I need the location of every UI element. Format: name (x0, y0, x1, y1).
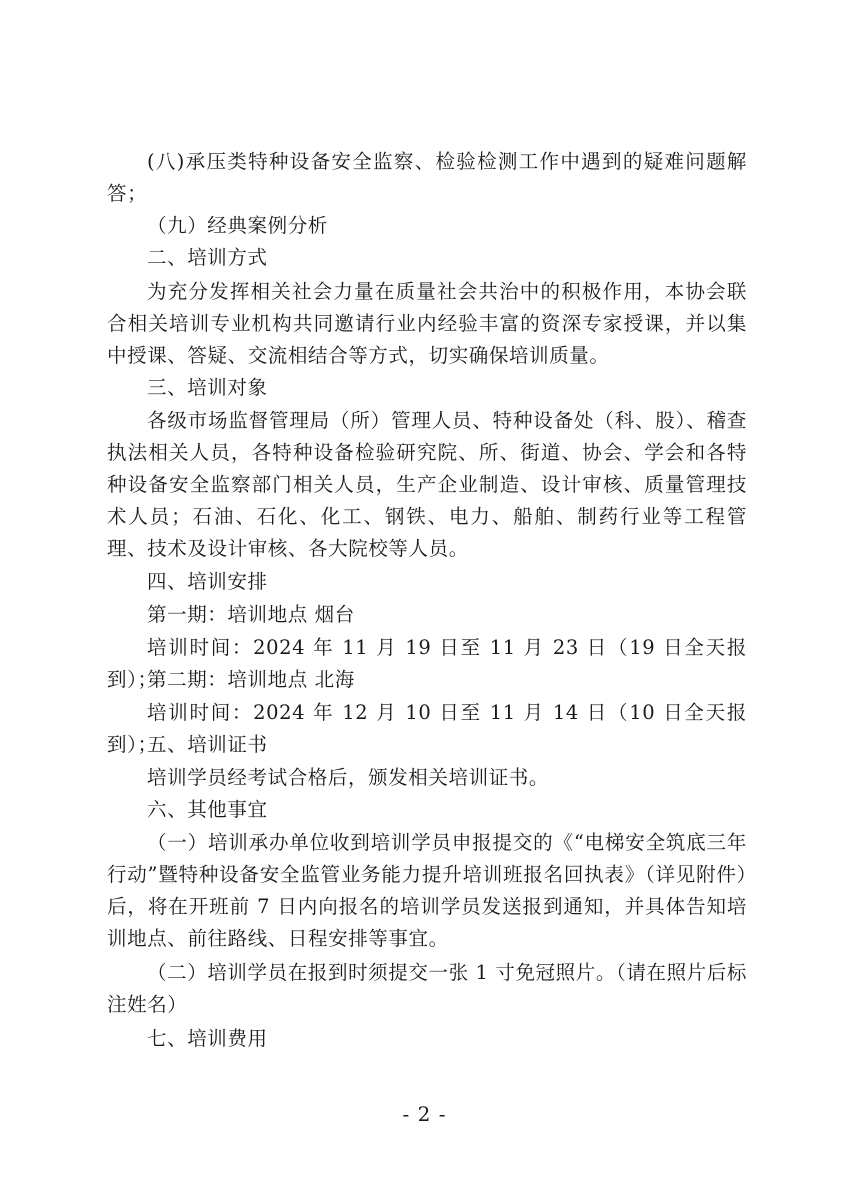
paragraph-item-9: （九）经典案例分析 (147, 214, 328, 237)
session-2-location: 第二期：培训地点 北海 (147, 668, 355, 691)
session-2-time: 培训时间：2024 年 12 月 10 日至 11 月 14 日（10 日全天报到）； (107, 701, 747, 756)
paragraph-other-matters-1: （一）培训承办单位收到培训学员申报提交的《“电梯安全筑底三年行动”暨特种设备安全监管业务能力提升培训班报名回执表》（详见附件）后，将在开班前 7 日内向报名的培训学员发送报到通知，并具体告知培训地点、前往路线、日程安排等事宜。 (107, 831, 747, 950)
session-1-time: 培训时间：2024 年 11 月 19 日至 11 月 23 日（19 日全天报到）； (107, 636, 747, 691)
paragraph-other-matters-2: （二）培训学员在报到时须提交一张 1 寸免冠照片。（请在照片后标注姓名） (107, 961, 747, 1016)
section-heading-training-method: 二、培训方式 (147, 246, 268, 269)
paragraph-training-target: 各级市场监督管理局（所）管理人员、特种设备处（科、股）、稽查执法相关人员，各特种设备检验研究院、所、街道、协会、学会和各特种设备安全监察部门相关人员，生产企业制造、设计审核、质量管理技术人员；石油、石化、化工、钢铁、电力、船舶、制药行业等工程管理、技术及设计审核、各大院校等人员。 (107, 409, 747, 560)
section-heading-certificate: 五、培训证书 (147, 733, 268, 756)
section-heading-other-matters: 六、其他事宜 (147, 798, 268, 821)
section-heading-training-target: 三、培训对象 (147, 376, 268, 399)
section-heading-training-arrangement: 四、培训安排 (147, 570, 268, 593)
paragraph-training-method: 为充分发挥相关社会力量在质量社会共治中的积极作用，本协会联合相关培训专业机构共同邀请行业内经验丰富的资深专家授课，并以集中授课、答疑、交流相结合等方式，切实确保培训质量。 (107, 280, 747, 367)
section-heading-training-fee: 七、培训费用 (147, 1027, 268, 1050)
paragraph-item-8: (八)承压类特种设备安全监察、检验检测工作中遇到的疑难问题解答； (107, 150, 747, 205)
session-1-location: 第一期：培训地点 烟台 (147, 603, 355, 626)
paragraph-certificate: 培训学员经考试合格后，颁发相关培训证书。 (147, 766, 550, 789)
page-number: - 2 - (402, 1102, 447, 1126)
